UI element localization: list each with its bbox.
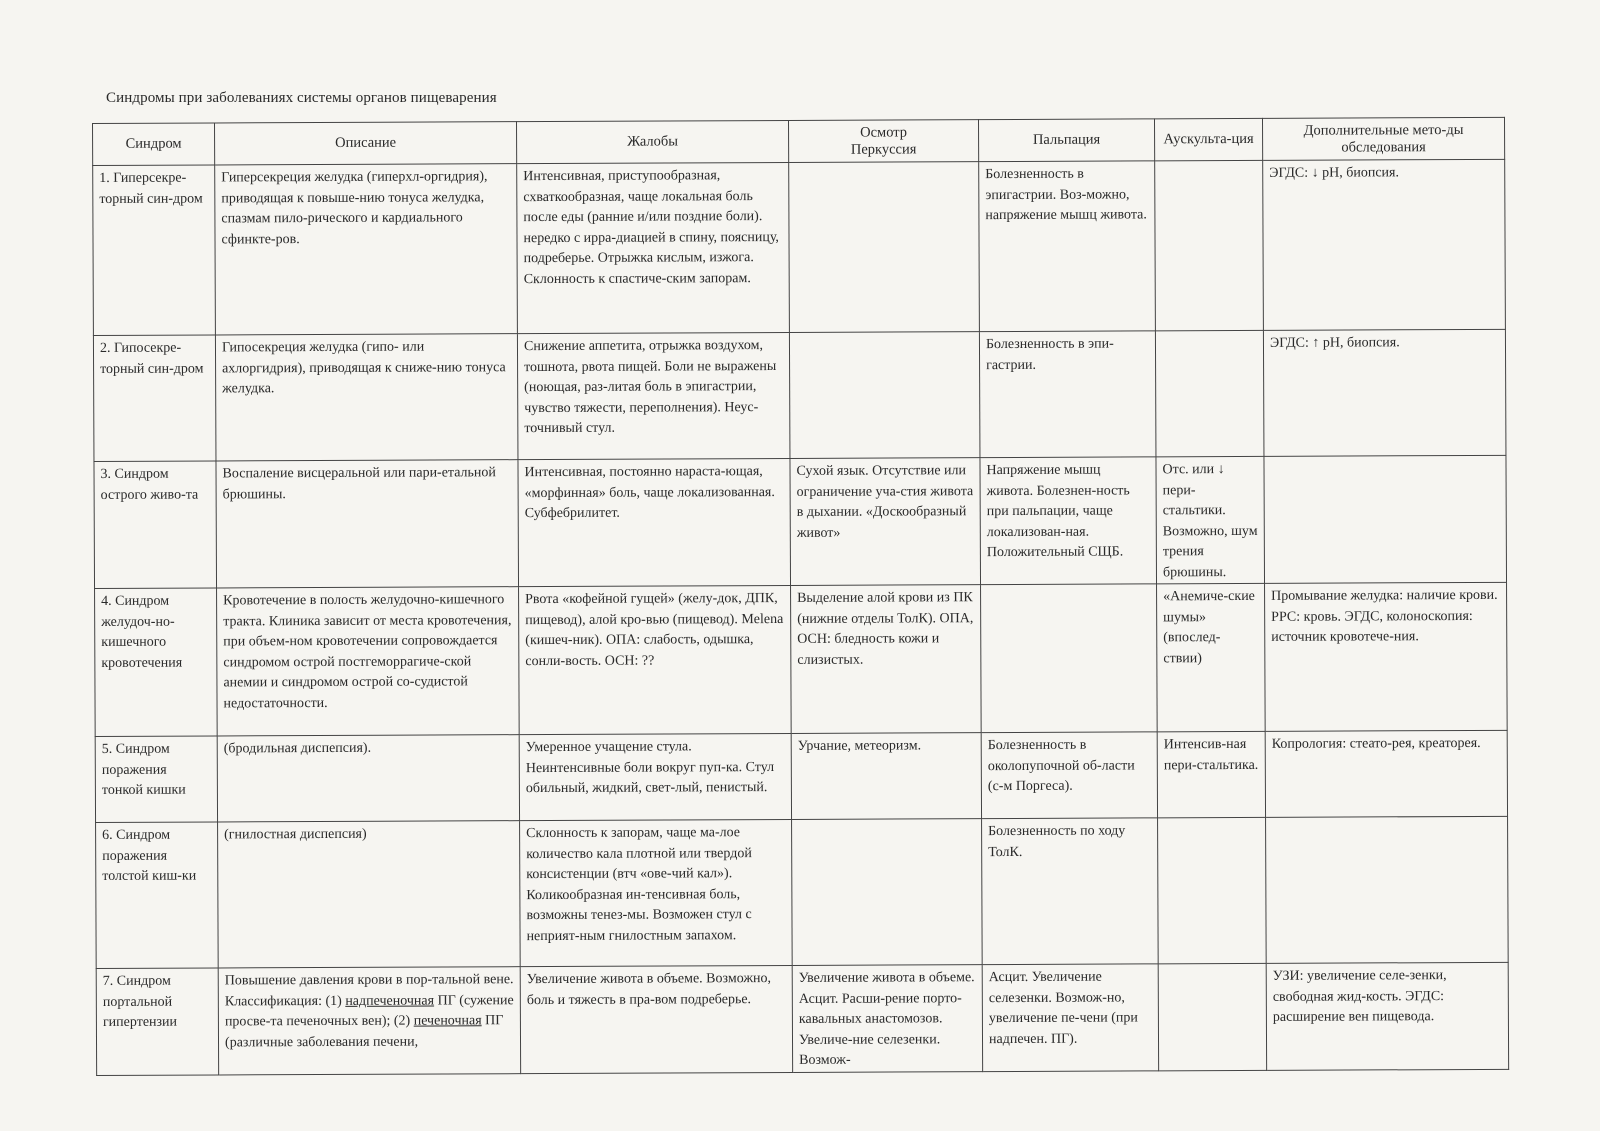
header-complaints: Жалобы — [516, 120, 788, 163]
table-row — [96, 816, 1509, 968]
cell-palpation: Болезненность по ходу ТолК. — [982, 818, 1159, 965]
description-text: ПГ (сужение просве-та печеночных вен); (2) — [224, 992, 514, 1030]
cell-description: (бродильная диспепсия). — [217, 735, 519, 822]
table-row — [93, 159, 1506, 335]
document-title: Синдромы при заболеваниях системы органов пищеварения — [106, 90, 497, 106]
cell-syndrome: 7. Синдром портальной гипертензии — [96, 968, 218, 1075]
cell-auscultation — [1158, 817, 1267, 963]
cell-inspection — [789, 162, 980, 333]
cell-auscultation: «Анемиче-ские шумы» (впослед-ствии) — [1157, 583, 1266, 731]
header-inspection-line1: Осмотр — [860, 123, 908, 141]
cell-auscultation — [1155, 160, 1264, 330]
cell-complaints: Снижение аппетита, отрыжка воздухом, тошнота, рвота пищей. Боли не выражены (ноющая, раз-литая боль в эпигастрии, чувство тяжести, переполнения). Неус-точнивый стул. — [517, 332, 790, 459]
cell-inspection: Выделение алой крови из ПК (нижние отделы ТолК). ОПА, ОСН: бледность кожи и слизистых. — [791, 585, 982, 734]
table-row — [95, 582, 1508, 736]
cell-complaints: Рвота «кофейной гущей» (желу-док, ДПК, пищевод), алой кро-вью (пищевод). Melena (кишеч-ник). ОПА: слабость, одышка, сонли-вость. ОСН: ?? — [519, 585, 792, 734]
cell-auscultation: Отс. или ↓ пери-стальтики. Возможно, шум трения брюшины. — [1156, 456, 1265, 583]
cell-palpation: Асцит. Увеличение селезенки. Возмож-но, увеличение пе-чени (при надпечен. ПГ). — [982, 964, 1158, 1071]
table-row — [96, 962, 1508, 1075]
table-header-row — [93, 117, 1505, 165]
underlined-term: печеночная — [413, 1013, 482, 1029]
header-syndrome: Синдром — [93, 123, 215, 166]
cell-palpation: Болезненность в эпи-гастрии. — [979, 331, 1156, 458]
cell-extra-methods: Промывание желудка: наличие крови. РРС: кровь. ЭГДС, колоноскопия: источник кровотече-ния. — [1265, 582, 1508, 731]
cell-syndrome: 2. Гипосекре-торный син-дром — [93, 335, 216, 462]
cell-inspection: Сухой язык. Отсутствие или ограничение уча-стия живота в дыхании. «Доскообразный живот» — [790, 458, 981, 586]
cell-description: Гипосекреция желудка (гипо- или ахлоргидрия), приводящая к сниже-нию тонуса желудка. — [215, 334, 518, 461]
header-description: Описание — [215, 122, 517, 165]
cell-extra-methods — [1264, 455, 1507, 583]
description-text: ПГ (различные заболевания печени, — [224, 1013, 504, 1050]
cell-complaints: Умеренное учащение стула. Неинтенсивные боли вокруг пуп-ка. Стул обильный, жидкий, свет-лый, пенистый. — [519, 733, 791, 820]
cell-complaints: Интенсивная, постоянно нараста-ющая, «морфинная» боль, чаще локализованная. Субфебрилитет. — [518, 458, 791, 586]
cell-palpation — [981, 584, 1158, 733]
cell-syndrome: 4. Синдром желудоч-но-кишечного кровотечения — [95, 588, 218, 737]
cell-extra-methods: ЭГДС: ↓ рН, биопсия. — [1263, 159, 1506, 330]
cell-extra-methods: УЗИ: увеличение селе-зенки, свободная жид-кость. ЭГДС: расширение вен пищевода. — [1266, 962, 1508, 1070]
cell-complaints: Интенсивная, приступообразная, схваткообразная, чаще локальная боль после еды (ранние и/или поздние боли). нередко с ирра-диацией в спину, поясницу, подреберье. Отрыжка кислым, изжога. Склонность к спастиче-ским запорам. — [517, 162, 790, 333]
cell-inspection — [792, 819, 983, 966]
header-extra-methods: Дополнительные мето-ды обследования — [1262, 117, 1504, 160]
cell-palpation: Болезненность в околопупочной об-ласти (с-м Поргеса). — [981, 732, 1157, 819]
cell-extra-methods — [1266, 816, 1509, 963]
cell-syndrome: 1. Гиперсекре-торный син-дром — [93, 165, 216, 336]
cell-inspection: Увеличение живота в объеме. Асцит. Расши-рение порто-кавальных анастомозов. Увеличе-ние селезенки. Возмож- — [792, 965, 982, 1072]
cell-extra-methods: ЭГДС: ↑ рН, биопсия. — [1263, 329, 1506, 456]
cell-description: Кровотечение в полость желудочно-кишечного тракта. Клиника зависит от места кровотечения, при объем-ном кровотечении сопровождается синдромом острой постгеморрагиче-ской анемии и синдромом острой со-судистой недостаточности. — [217, 587, 520, 736]
cell-complaints: Склонность к запорам, чаще ма-лое количество кала плотной или твердой консистенции (втч «ове-чий кал»). Коликообразная ин-тенсивная боль, возможны тенез-мы. Возможен стул с неприят-ным гнилостным запахом. — [520, 819, 793, 966]
cell-syndrome: 6. Синдром поражения толстой киш-ки — [96, 822, 219, 969]
cell-complaints: Увеличение живота в объеме. Возможно, боль и тяжесть в пра-вом подреберье. — [520, 965, 792, 1073]
cell-auscultation — [1155, 330, 1264, 456]
header-palpation: Пальпация — [978, 119, 1154, 162]
cell-description: (гнилостная диспепсия) — [218, 821, 521, 968]
table-row — [93, 329, 1506, 461]
cell-palpation: Напряжение мышц живота. Болезнен-ность при пальпации, чаще локализован-ная. Положительный СЩБ. — [980, 457, 1157, 585]
header-auscultation: Аускульта-ция — [1154, 118, 1262, 160]
table-row — [95, 730, 1507, 822]
cell-syndrome: 3. Синдром острого живо-та — [94, 461, 217, 589]
header-inspection-line2: Перкуссия — [850, 140, 917, 158]
cell-auscultation — [1158, 963, 1266, 1070]
table-row — [94, 455, 1507, 588]
cell-auscultation: Интенсив-ная пери-стальтика. — [1157, 731, 1265, 817]
cell-extra-methods: Копрология: стеато-рея, креаторея. — [1265, 730, 1507, 817]
cell-inspection — [789, 332, 980, 459]
cell-syndrome: 5. Синдром поражения тонкой кишки — [95, 736, 217, 823]
cell-palpation: Болезненность в эпигастрии. Воз-можно, напряжение мышц живота. — [979, 161, 1156, 332]
header-inspection — [788, 120, 978, 163]
cell-description: Воспаление висцеральной или пари-етальной брюшины. — [216, 460, 519, 588]
cell-description — [218, 967, 520, 1075]
cell-inspection: Урчание, метеоризм. — [791, 733, 981, 820]
underlined-term: надпеченочная — [345, 993, 435, 1009]
syndromes-table — [92, 117, 1509, 1076]
cell-description: Гиперсекреция желудка (гиперхл-оргидрия), приводящая к повыше-нию тонуса желудка, спазмам пило-рического и кардиального сфинкте-ров. — [215, 164, 518, 335]
description-text: Повышение давления крови в пор-тальной вене. Классификация: (1) — [224, 972, 514, 1009]
